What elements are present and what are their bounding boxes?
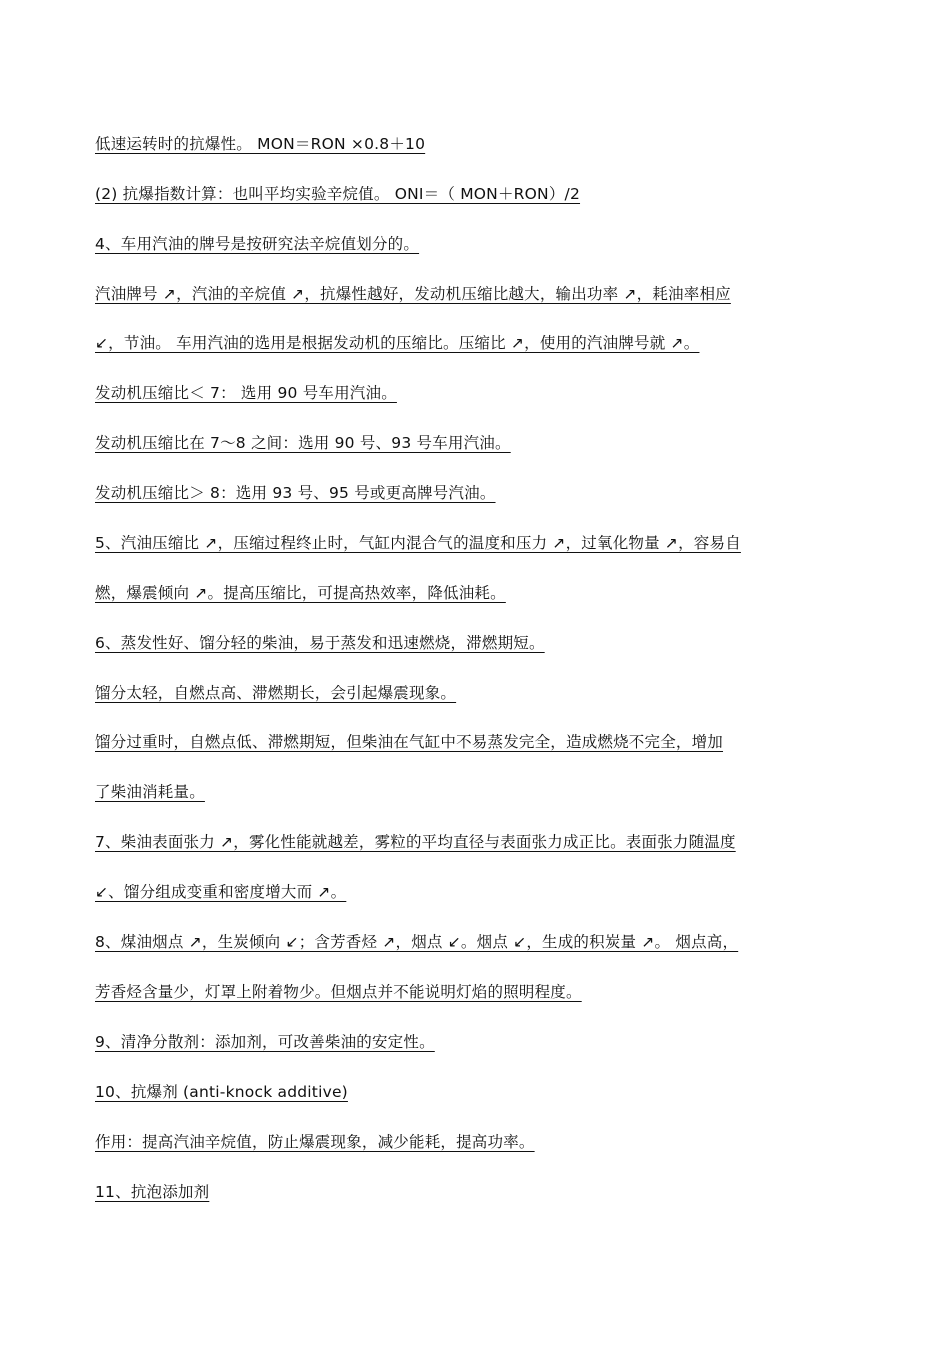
text-line: 8、煤油烟点 ↗，生炭倾向 ↙；含芳香烃 ↗，烟点 ↙。烟点 ↙，生成的积炭量 ↗。 烟点高， bbox=[95, 933, 739, 951]
text-line: 6、蒸发性好、馏分轻的柴油，易于蒸发和迅速燃烧，滞燃期短。 bbox=[95, 634, 545, 652]
text-line: 作用：提高汽油辛烷值，防止爆震现象，减少能耗，提高功率。 bbox=[95, 1133, 535, 1151]
text-line: ↙，节油。 车用汽油的选用是根据发动机的压缩比。压缩比 ↗，使用的汽油牌号就 ↗。 bbox=[95, 334, 700, 352]
text-line: 燃，爆震倾向 ↗。提高压缩比，可提高热效率，降低油耗。 bbox=[95, 584, 506, 602]
text-line: 10、抗爆剂 (anti-knock additive) bbox=[95, 1083, 348, 1101]
text-line: 7、柴油表面张力 ↗，雾化性能就越差，雾粒的平均直径与表面张力成正比。表面张力随温度 bbox=[95, 833, 736, 851]
text-line: 发动机压缩比＞ 8：选用 93 号、95 号或更高牌号汽油。 bbox=[95, 484, 496, 502]
text-line: 馏分太轻，自燃点高、滞燃期长，会引起爆震现象。 bbox=[95, 684, 457, 702]
text-line: 5、汽油压缩比 ↗，压缩过程终止时，气缸内混合气的温度和压力 ↗，过氧化物量 ↗，容易自 bbox=[95, 534, 741, 552]
text-line: 汽油牌号 ↗，汽油的辛烷值 ↗，抗爆性越好，发动机压缩比越大，输出功率 ↗，耗油率相应 bbox=[95, 285, 731, 303]
text-line: 11、抗泡添加剂 bbox=[95, 1183, 210, 1201]
text-line: 馏分过重时，自燃点低、滞燃期短，但柴油在气缸中不易蒸发完全，造成燃烧不完全，增加 bbox=[95, 733, 724, 751]
text-line: ↙、馏分组成变重和密度增大而 ↗。 bbox=[95, 883, 347, 901]
text-line: (2) 抗爆指数计算：也叫平均实验辛烷值。 ONI＝（ MON＋RON）/2 bbox=[95, 185, 581, 203]
text-line: 低速运转时的抗爆性。 MON＝RON ×0.8＋10 bbox=[95, 135, 426, 153]
text-line: 9、清净分散剂：添加剂，可改善柴油的安定性。 bbox=[95, 1033, 435, 1051]
text-line: 了柴油消耗量。 bbox=[95, 783, 205, 801]
text-line: 4、车用汽油的牌号是按研究法辛烷值划分的。 bbox=[95, 235, 420, 253]
text-line: 芳香烃含量少，灯罩上附着物少。但烟点并不能说明灯焰的照明程度。 bbox=[95, 983, 582, 1001]
text-line: 发动机压缩比在 7～8 之间：选用 90 号、93 号车用汽油。 bbox=[95, 434, 511, 452]
text-line: 发动机压缩比＜ 7： 选用 90 号车用汽油。 bbox=[95, 384, 397, 402]
